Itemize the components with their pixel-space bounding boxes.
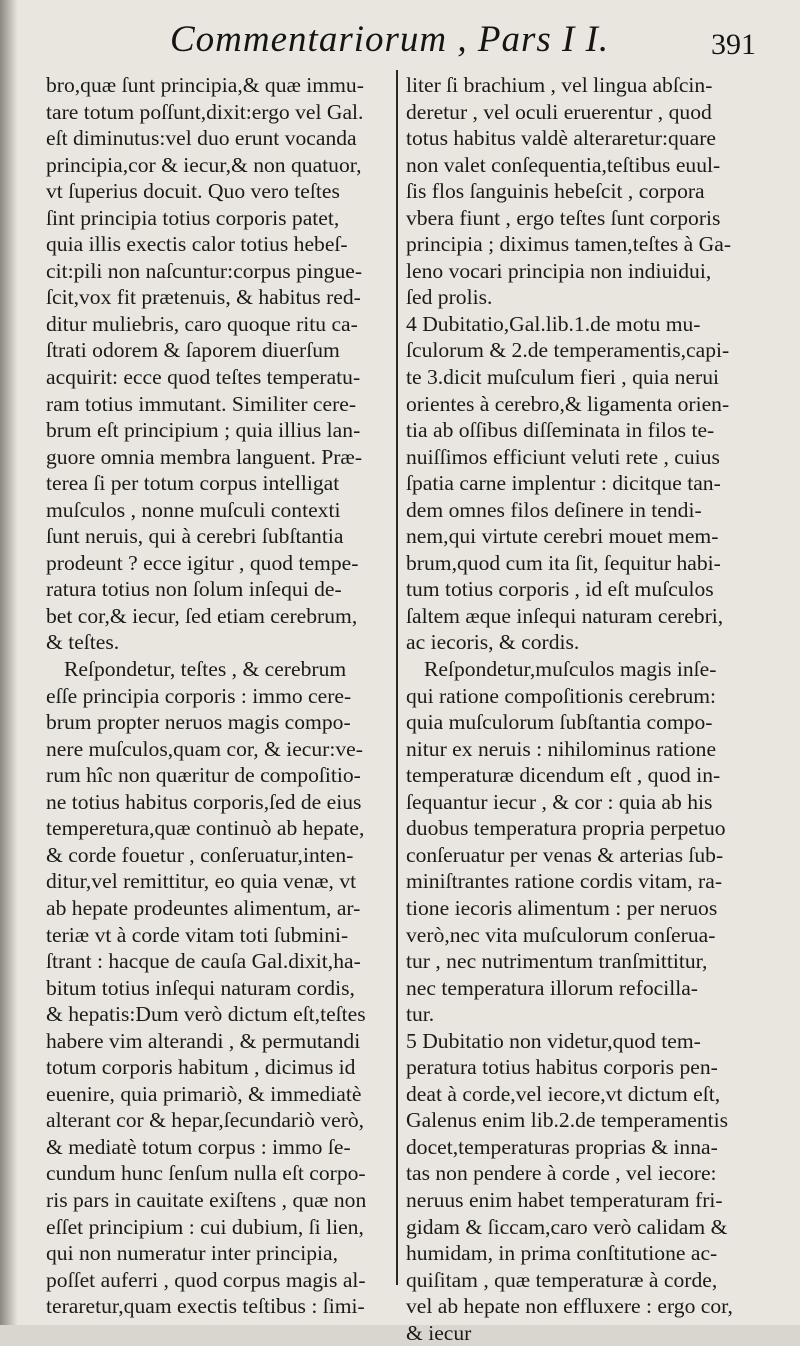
text-line: nere muſculos,quam cor, & iecur:ve- bbox=[46, 736, 363, 761]
text-line: acquirit: ecce quod teſtes temperatu- bbox=[46, 365, 361, 390]
text-line: ſtrant : hacque de cauſa Gal.dixit,ha- bbox=[46, 949, 361, 974]
text-line: 4 Dubitatio,Gal.lib.1.de motu mu- bbox=[406, 311, 701, 336]
text-line: cundum hunc ſenſum nulla eſt corpo- bbox=[46, 1161, 366, 1186]
text-line: ac iecoris, & cordis. bbox=[406, 630, 580, 655]
text-line: ab hepate prodeuntes alimentum, ar- bbox=[46, 895, 361, 920]
text-line: non valet conſequentia,teſtibus euul- bbox=[406, 152, 721, 177]
text-line: ſint principia totius corporis patet, bbox=[46, 205, 340, 230]
text-line: ſunt neruis, qui à cerebri ſubſtantia bbox=[46, 524, 344, 549]
text-line: temperetura,quæ continuò ab hepate, bbox=[46, 816, 365, 841]
right-column bbox=[406, 72, 758, 1346]
text-line: terea ſi per totum corpus intelligat bbox=[46, 471, 340, 496]
text-line: dem omnes filos deſinere in tendi- bbox=[406, 497, 702, 522]
text-line: conſeruatur per venas & arterias ſub- bbox=[406, 842, 724, 867]
text-line: nitur ex neruis : nihilominus ratione bbox=[406, 736, 717, 761]
text-line: humidam, in prima conſtitutione ac- bbox=[406, 1241, 718, 1266]
text-line: totum corporis habitum , dicimus id bbox=[46, 1055, 356, 1080]
text-line: ne totius habitus corporis,ſed de eius bbox=[46, 789, 362, 814]
running-title: Commentariorum , Pars I I. bbox=[170, 19, 610, 60]
text-line: brum eſt principium ; quia illius lan- bbox=[46, 418, 361, 443]
text-line: orientes à cerebro,& ligamenta orien- bbox=[406, 391, 730, 416]
text-line: Reſpondetur,muſculos magis inſe- bbox=[424, 657, 717, 682]
text-line: ditur,vel remittitur, eo quia venæ, vt bbox=[46, 869, 357, 894]
text-line: Reſpondetur, teſtes , & cerebrum bbox=[64, 657, 347, 682]
text-line: ſpatia carne implentur : dicitque tan- bbox=[406, 471, 721, 496]
text-line: & iecur bbox=[406, 1320, 472, 1345]
text-line: muſculos , nonne muſculi contexti bbox=[46, 497, 341, 522]
text-line: ſed prolis. bbox=[406, 285, 493, 310]
text-line: alterant cor & hepar,ſecundariò verò, bbox=[46, 1108, 365, 1133]
text-line: habere vim alterandi , & permutandi bbox=[46, 1028, 361, 1053]
text-line: qui non numeratur inter principia, bbox=[46, 1241, 339, 1266]
text-line: prodeunt ? ecce igitur , quod tempe- bbox=[46, 550, 359, 575]
page-number: 391 bbox=[711, 28, 756, 61]
text-line: ram totius immutant. Similiter cere- bbox=[46, 391, 357, 416]
text-line: verò,nec vita muſculorum conſerua- bbox=[406, 922, 716, 947]
text-line: tia ab oſſibus diſſeminata in filos te- bbox=[406, 418, 715, 443]
text-line: cit:pili non naſcuntur:corpus pingue- bbox=[46, 258, 363, 283]
text-line: vel ab hepate non effluxere : ergo cor, bbox=[406, 1294, 733, 1319]
text-line: quia illis exectis calor totius hebeſ- bbox=[46, 232, 348, 257]
text-line: neruus enim habet temperaturam fri- bbox=[406, 1187, 723, 1212]
text-line: ſculorum & 2.de temperamentis,capi- bbox=[406, 338, 730, 363]
text-line: brum,quod cum ita ſit, ſequitur habi- bbox=[406, 550, 721, 575]
left-column bbox=[46, 72, 386, 1320]
text-line: leno vocari principia non indiuidui, bbox=[406, 258, 712, 283]
text-line: & hepatis:Dum verò dictum eſt,teſtes bbox=[46, 1002, 366, 1027]
text-line: docet,temperaturas proprias & inna- bbox=[406, 1134, 718, 1159]
text-line: nec temperatura illorum refocilla- bbox=[406, 975, 698, 1000]
text-line: bitum totius inſequi naturam cordis, bbox=[46, 975, 355, 1000]
text-line: tas non pendere à corde , vel iecore: bbox=[406, 1161, 717, 1186]
text-line: brum propter neruos magis compo- bbox=[46, 710, 351, 735]
text-line: principia,cor & iecur,& non quatuor, bbox=[46, 152, 362, 177]
text-line: bet cor,& iecur, ſed etiam cerebrum, bbox=[46, 603, 358, 628]
text-line: eſſe principia corporis : immo cere- bbox=[46, 683, 352, 708]
text-line: miniſtrantes ratione cordis vitam, ra- bbox=[406, 869, 723, 894]
text-line: totus habitus valdè alteraretur:quare bbox=[406, 126, 716, 151]
text-line: nem,qui virtute cerebri mouet mem- bbox=[406, 524, 719, 549]
text-line: rum hîc non quæritur de compoſitio- bbox=[46, 763, 361, 788]
text-line: vt ſuperius docuit. Quo vero teſtes bbox=[46, 179, 340, 204]
text-line: tur. bbox=[406, 1002, 435, 1027]
text-line: & mediatè totum corpus : immo ſe- bbox=[46, 1134, 351, 1159]
text-line: euenire, quia primariò, & immediatè bbox=[46, 1081, 362, 1106]
text-line: quiſitam , quæ temperaturæ à corde, bbox=[406, 1267, 718, 1292]
text-line: peratura totius habitus corporis pen- bbox=[406, 1055, 718, 1080]
text-line: principia ; diximus tamen,teſtes à Ga- bbox=[406, 232, 732, 257]
text-line: vbera fiunt , ergo teſtes ſunt corporis bbox=[406, 205, 721, 230]
text-line: 5 Dubitatio non videtur,quod tem- bbox=[406, 1028, 701, 1053]
text-line: poſſet auferri , quod corpus magis al- bbox=[46, 1267, 366, 1292]
text-line: gidam & ſiccam,caro verò calidam & bbox=[406, 1214, 728, 1239]
text-line: teraretur,quam exectis teſtibus : ſimi- bbox=[46, 1294, 365, 1319]
text-line: tare totum poſſunt,dixit:ergo vel Gal. bbox=[46, 99, 364, 124]
text-line: quia muſculorum ſubſtantia compo- bbox=[406, 710, 713, 735]
text-line: temperaturæ dicendum eſt , quod in- bbox=[406, 763, 721, 788]
text-line: qui ratione compoſitionis cerebrum: bbox=[406, 683, 717, 708]
text-line: Galenus enim lib.2.de temperamentis bbox=[406, 1108, 729, 1133]
text-line: liter ſi brachium , vel lingua abſcin- bbox=[406, 73, 713, 97]
text-line: ſaltem æque inſequi naturam cerebri, bbox=[406, 603, 724, 628]
text-line: eſſet principium : cui dubium, ſi lien, bbox=[46, 1214, 364, 1239]
text-line: & teſtes. bbox=[46, 630, 120, 655]
text-line: tur , nec nutrimentum tranſmittitur, bbox=[406, 949, 708, 974]
text-line: ditur muliebris, caro quoque ritu ca- bbox=[46, 311, 358, 336]
text-line: duobus temperatura propria perpetuo bbox=[406, 816, 726, 841]
text-line: ſtrati odorem & ſaporem diuerſum bbox=[46, 338, 340, 363]
text-line: nuiſſimos efficiunt veluti rete , cuius bbox=[406, 444, 720, 469]
text-line: tum totius corporis , id eſt muſculos bbox=[406, 577, 714, 602]
text-line: guore omnia membra languent. Præ- bbox=[46, 444, 363, 469]
text-line: ſcit,vox fit prætenuis, & habitus red- bbox=[46, 285, 361, 310]
text-line: & corde fouetur , conſeruatur,inten- bbox=[46, 842, 354, 867]
column-rule bbox=[396, 70, 398, 1285]
text-line: ſequantur iecur , & cor : quia ab his bbox=[406, 789, 713, 814]
text-line: deretur , vel oculi eruerentur , quod bbox=[406, 99, 712, 124]
text-line: eſt diminutus:vel duo erunt vocanda bbox=[46, 126, 357, 151]
text-line: te 3.dicit muſculum fieri , quia nerui bbox=[406, 365, 720, 390]
text-line: deat à corde,vel iecore,vt dictum eſt, bbox=[406, 1081, 721, 1106]
text-line: ratura totius non ſolum inſequi de- bbox=[46, 577, 342, 602]
text-line: teriæ vt à corde vitam toti ſubmini- bbox=[46, 922, 349, 947]
gutter-shadow bbox=[0, 0, 18, 1325]
text-line: tione iecoris alimentum : per neruos bbox=[406, 895, 718, 920]
text-line: ſis flos ſanguinis hebeſcit , corpora bbox=[406, 179, 705, 204]
text-line: ris pars in cauitate exiſtens , quæ non bbox=[46, 1187, 367, 1212]
text-line: bro,quæ ſunt principia,& quæ immu- bbox=[46, 73, 364, 97]
